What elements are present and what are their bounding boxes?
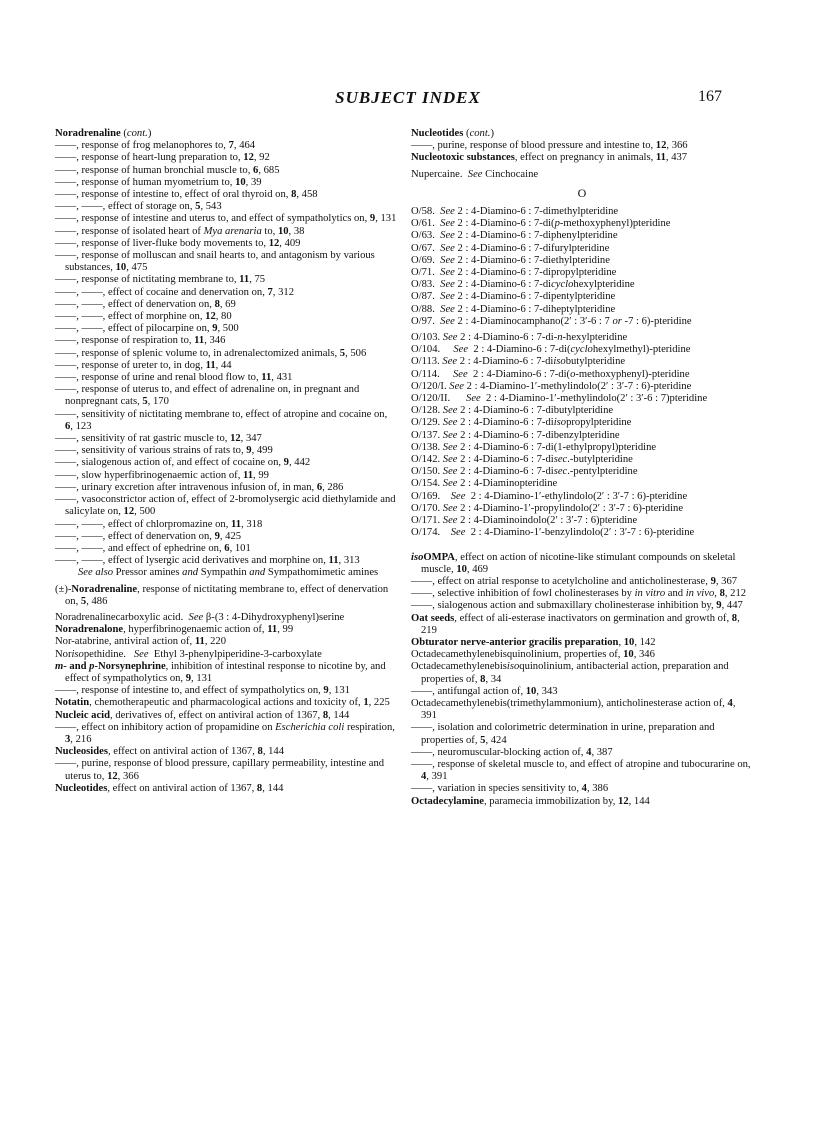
index-entry: O/58. See 2 : 4-Diamino-6 : 7-dimethylpteridine — [411, 206, 619, 218]
index-entry: ——, response of intestine to, and effect of sympatholytics on, 9, 131 — [55, 685, 350, 697]
index-entry: Octadecylamine, paramecia immobilization by, 12, 144 — [411, 795, 650, 807]
right-column — [411, 128, 753, 808]
index-entry: Notatin, chemotherapeutic and pharmacological actions and toxicity of, 1, 225 — [55, 697, 390, 709]
index-entry: Nucleotides, effect on antiviral action of 1367, 8, 144 — [55, 782, 284, 794]
index-entry: ——, response of molluscan and snail hearts to, and antagonism by various substances, 10, 475 — [55, 250, 375, 274]
index-entry: ——, purine, response of blood pressure, capillary permeability, intestine and uterus to, 12, 366 — [55, 758, 385, 782]
index-entry: ——, selective inhibition of fowl cholinesterases by in vitro and in vivo, 8, 212 — [411, 588, 747, 600]
index-entry: ——, response of ureter to, in dog, 11, 44 — [55, 359, 232, 371]
right-column-top-entries — [411, 128, 753, 181]
index-entry: ——, response of frog melanophores to, 7, 464 — [55, 140, 256, 152]
index-entry: O/171. See 2 : 4-Diaminoindolo(2′ : 3′-7 : 6)pteridine — [411, 515, 638, 527]
index-entry: Norisopethidine. See Ethyl 3-phenylpiperidine-3-carboxylate — [55, 648, 322, 660]
index-entry: See also Pressor amines and Sympathin and Sympathomimetic amines — [78, 567, 379, 579]
page-number: 167 — [698, 88, 722, 105]
index-entry: ——, response of isolated heart of Mya arenaria to, 10, 38 — [55, 225, 305, 237]
index-entry: O/97. See 2 : 4-Diaminocamphano(2′ : 3′-6 : 7 or -7 : 6)-pteridine — [411, 315, 692, 327]
index-entry: ——, urinary excretion after intravenous infusion of, in man, 6, 286 — [55, 481, 344, 493]
index-entry: Octadecamethylenebisisoquinolinium, antibacterial action, preparation and properties of, 8, 34 — [411, 661, 729, 685]
index-entry: Nucleotides (cont.) — [411, 128, 494, 139]
index-entry: ——, sensitivity of various strains of rats to, 9, 499 — [55, 445, 273, 457]
index-entry: O/88. See 2 : 4-Diamino-6 : 7-diheptylpteridine — [411, 303, 616, 315]
index-entry: ——, purine, response of blood pressure and intestine to, 12, 366 — [411, 140, 688, 152]
index-entry: Noradrenalinecarboxylic acid. See β-(3 : 4-Dihydroxyphenyl)serine — [55, 611, 345, 623]
index-entry: ——, slow hyperfibrinogenaemic action of, 11, 99 — [55, 469, 269, 481]
index-entry: ——, response of respiration to, 11, 346 — [55, 335, 226, 347]
index-entry: O/138. See 2 : 4-Diamino-6 : 7-di(1-ethylpropyl)pteridine — [411, 441, 657, 453]
index-entry: O/113. See 2 : 4-Diamino-6 : 7-diisobutylpteridine — [411, 356, 626, 368]
index-entry: O/150. See 2 : 4-Diamino-6 : 7-disec.-pentylpteridine — [411, 466, 638, 478]
index-entry: ——, response of splenic volume to, in adrenalectomized animals, 5, 506 — [55, 347, 367, 359]
index-entry: ——, response of human bronchial muscle to, 6, 685 — [55, 164, 280, 176]
index-entry: Obturator nerve-anterior gracilis preparation, 10, 142 — [411, 636, 656, 648]
index-entry: (±)-Noradrenaline, response of nictitating membrane to, effect of denervation on, 5, 486 — [55, 583, 389, 607]
index-entry: ——, effect on inhibitory action of propamidine on Escherichia coli respiration, 3, 216 — [55, 721, 395, 745]
index-entry: O/154. See 2 : 4-Diaminopteridine — [411, 478, 558, 490]
index-entry: Octadecamethylenebisquinolinium, properties of, 10, 346 — [411, 649, 655, 661]
index-entry: Nupercaine. See Cinchocaine — [411, 168, 539, 180]
index-entry: O/104. See 2 : 4-Diamino-6 : 7-di(cyclohexylmethyl)-pteridine — [411, 344, 691, 356]
index-entry: O/174. See 2 : 4-Diamino-1′-benzylindolo(2′ : 3′-7 : 6)-pteridine — [411, 527, 695, 539]
index-entry: ——, ——, effect of pilocarpine on, 9, 500 — [55, 323, 239, 335]
index-entry: O/169. See 2 : 4-Diamino-1′-ethylindolo(2′ : 3′-7 : 6)-pteridine — [411, 490, 688, 502]
index-entry: O/103. See 2 : 4-Diamino-6 : 7-di-n-hexylpteridine — [411, 332, 628, 344]
index-entry: ——, ——, effect of denervation on, 8, 69 — [55, 298, 236, 310]
index-entry: ——, response of intestine to, effect of oral thyroid on, 8, 458 — [55, 189, 318, 201]
section-letter-heading: O — [577, 185, 587, 200]
index-entry: O/61. See 2 : 4-Diamino-6 : 7-di(p-methoxyphenyl)pteridine — [411, 218, 671, 230]
index-entry: O/67. See 2 : 4-Diamino-6 : 7-difurylpteridine — [411, 242, 610, 254]
index-entry: isoOMPA, effect on action of nicotine-like stimulant compounds on skeletal muscle, 10, 469 — [411, 551, 736, 575]
page-title: SUBJECT INDEX — [335, 88, 481, 107]
index-entry: ——, response of liver-fluke body movements to, 12, 409 — [55, 237, 301, 249]
index-entry: ——, response of nictitating membrane to, 11, 75 — [55, 274, 266, 286]
index-entry: O/71. See 2 : 4-Diamino-6 : 7-dipropylpteridine — [411, 267, 617, 279]
index-entry: ——, response of heart-lung preparation to, 12, 92 — [55, 152, 270, 164]
index-entry: ——, ——, effect of morphine on, 12, 80 — [55, 311, 232, 323]
index-entry: Noradrenaline (cont.) — [55, 128, 152, 139]
index-entry: ——, response of uterus to, and effect of adrenaline on, in pregnant and nonpregnant cats, 5, 170 — [55, 384, 360, 408]
index-entry: O/87. See 2 : 4-Diamino-6 : 7-dipentylpteridine — [411, 291, 616, 303]
index-entry: ——, response of urine and renal blood flow to, 11, 431 — [55, 372, 293, 384]
index-entry: ——, ——, effect of cocaine and denervation on, 7, 312 — [55, 286, 294, 298]
index-entry: ——, antifungal action of, 10, 343 — [411, 685, 558, 697]
index-entry: ——, ——, effect of denervation on, 9, 425 — [55, 530, 242, 542]
index-entry: ——, sialogenous action and submaxillary cholinesterase inhibition by, 9, 447 — [411, 600, 743, 612]
index-entry: ——, sensitivity of nictitating membrane to, effect of atropine and cocaine on, 6, 123 — [55, 408, 388, 432]
left-column — [55, 128, 397, 795]
index-entry: ——, ——, effect of lysergic acid derivatives and morphine on, 11, 313 — [55, 555, 360, 567]
spacer — [411, 540, 753, 552]
index-entry: ——, sensitivity of rat gastric muscle to, 12, 347 — [55, 433, 262, 445]
index-entry: ——, ——, and effect of ephedrine on, 6, 101 — [55, 542, 251, 554]
index-entry: Nucleosides, effect on antiviral action of 1367, 8, 144 — [55, 746, 284, 758]
index-entry: O/120/II. See 2 : 4-Diamino-1′-methylindolo(2′ : 3′-6 : 7)pteridine — [411, 393, 708, 405]
index-entry: ——, response of human myometrium to, 10, 39 — [55, 176, 262, 188]
index-entry: O/137. See 2 : 4-Diamino-6 : 7-dibenzylpteridine — [411, 429, 620, 441]
index-entry: ——, isolation and colorimetric determination in urine, preparation and properties of, 5, 424 — [411, 722, 715, 746]
index-entry: Nucleic acid, derivatives of, effect on antiviral action of 1367, 8, 144 — [55, 709, 350, 721]
index-entry: ——, ——, effect of storage on, 5, 543 — [55, 201, 222, 213]
index-entry: Noradrenalone, hyperfibrinogenaemic action of, 11, 99 — [55, 624, 294, 636]
index-entry: Nor-atabrine, antiviral action of, 11, 220 — [55, 636, 227, 648]
index-entry: ——, sialogenous action of, and effect of cocaine on, 9, 442 — [55, 457, 311, 469]
index-entry: ——, ——, effect of chlorpromazine on, 11, 318 — [55, 518, 263, 530]
index-entry: O/128. See 2 : 4-Diamino-6 : 7-dibutylpteridine — [411, 405, 614, 417]
index-entry: O/170. See 2 : 4-Diamino-1′-propylindolo(2′ : 3′-7 : 6)-pteridine — [411, 502, 684, 514]
right-column-bottom-entries — [411, 552, 753, 808]
index-entry: O/69. See 2 : 4-Diamino-6 : 7-diethylpteridine — [411, 254, 610, 266]
index-entry: O/129. See 2 : 4-Diamino-6 : 7-diisopropylpteridine — [411, 417, 632, 429]
page-header — [0, 88, 816, 112]
index-entry: Octadecamethylenebis(trimethylammonium), anticholinesterase action of, 4, 391 — [411, 697, 736, 722]
index-entry: ——, vasoconstrictor action of, effect of 2-bromolysergic acid diethylamide and salicylate on, 12, 500 — [55, 494, 396, 518]
index-entry: O/142. See 2 : 4-Diamino-6 : 7-disec.-butylpteridine — [411, 454, 633, 466]
index-entry: ——, response of intestine and uterus to, and effect of sympatholytics on, 9, 131 — [55, 213, 397, 225]
index-entry: ——, response of skeletal muscle to, and effect of atropine and tubocurarine on, 4, 391 — [411, 758, 751, 783]
index-entry: Oat seeds, effect of ali-esterase inactivators on germination and growth of, 8, 219 — [411, 612, 740, 636]
index-entry: O/120/I. See 2 : 4-Diamino-1′-methylindolo(2′ : 3′-7 : 6)-pteridine — [411, 380, 692, 392]
index-entry: O/83. See 2 : 4-Diamino-6 : 7-dicyclohexylpteridine — [411, 279, 635, 291]
right-column-o-entries — [411, 206, 753, 539]
index-entry: ——, neuromuscular-blocking action of, 4, 387 — [411, 746, 613, 758]
index-entry: ——, effect on atrial response to acetylcholine and anticholinesterase, 9, 367 — [411, 575, 738, 587]
index-entry: O/63. See 2 : 4-Diamino-6 : 7-diphenylpteridine — [411, 230, 618, 242]
index-entry: O/114. See 2 : 4-Diamino-6 : 7-di(o-methoxyphenyl)-pteridine — [411, 368, 690, 380]
index-entry: m- and p-Norsynephrine, inhibition of intestinal response to nicotine by, and effect of sympatholytics on, 9, 131 — [55, 660, 386, 684]
index-entry: ——, variation in species sensitivity to, 4, 386 — [411, 783, 609, 795]
index-entry: Nucleotoxic substances, effect on pregnancy in animals, 11, 437 — [411, 152, 688, 164]
